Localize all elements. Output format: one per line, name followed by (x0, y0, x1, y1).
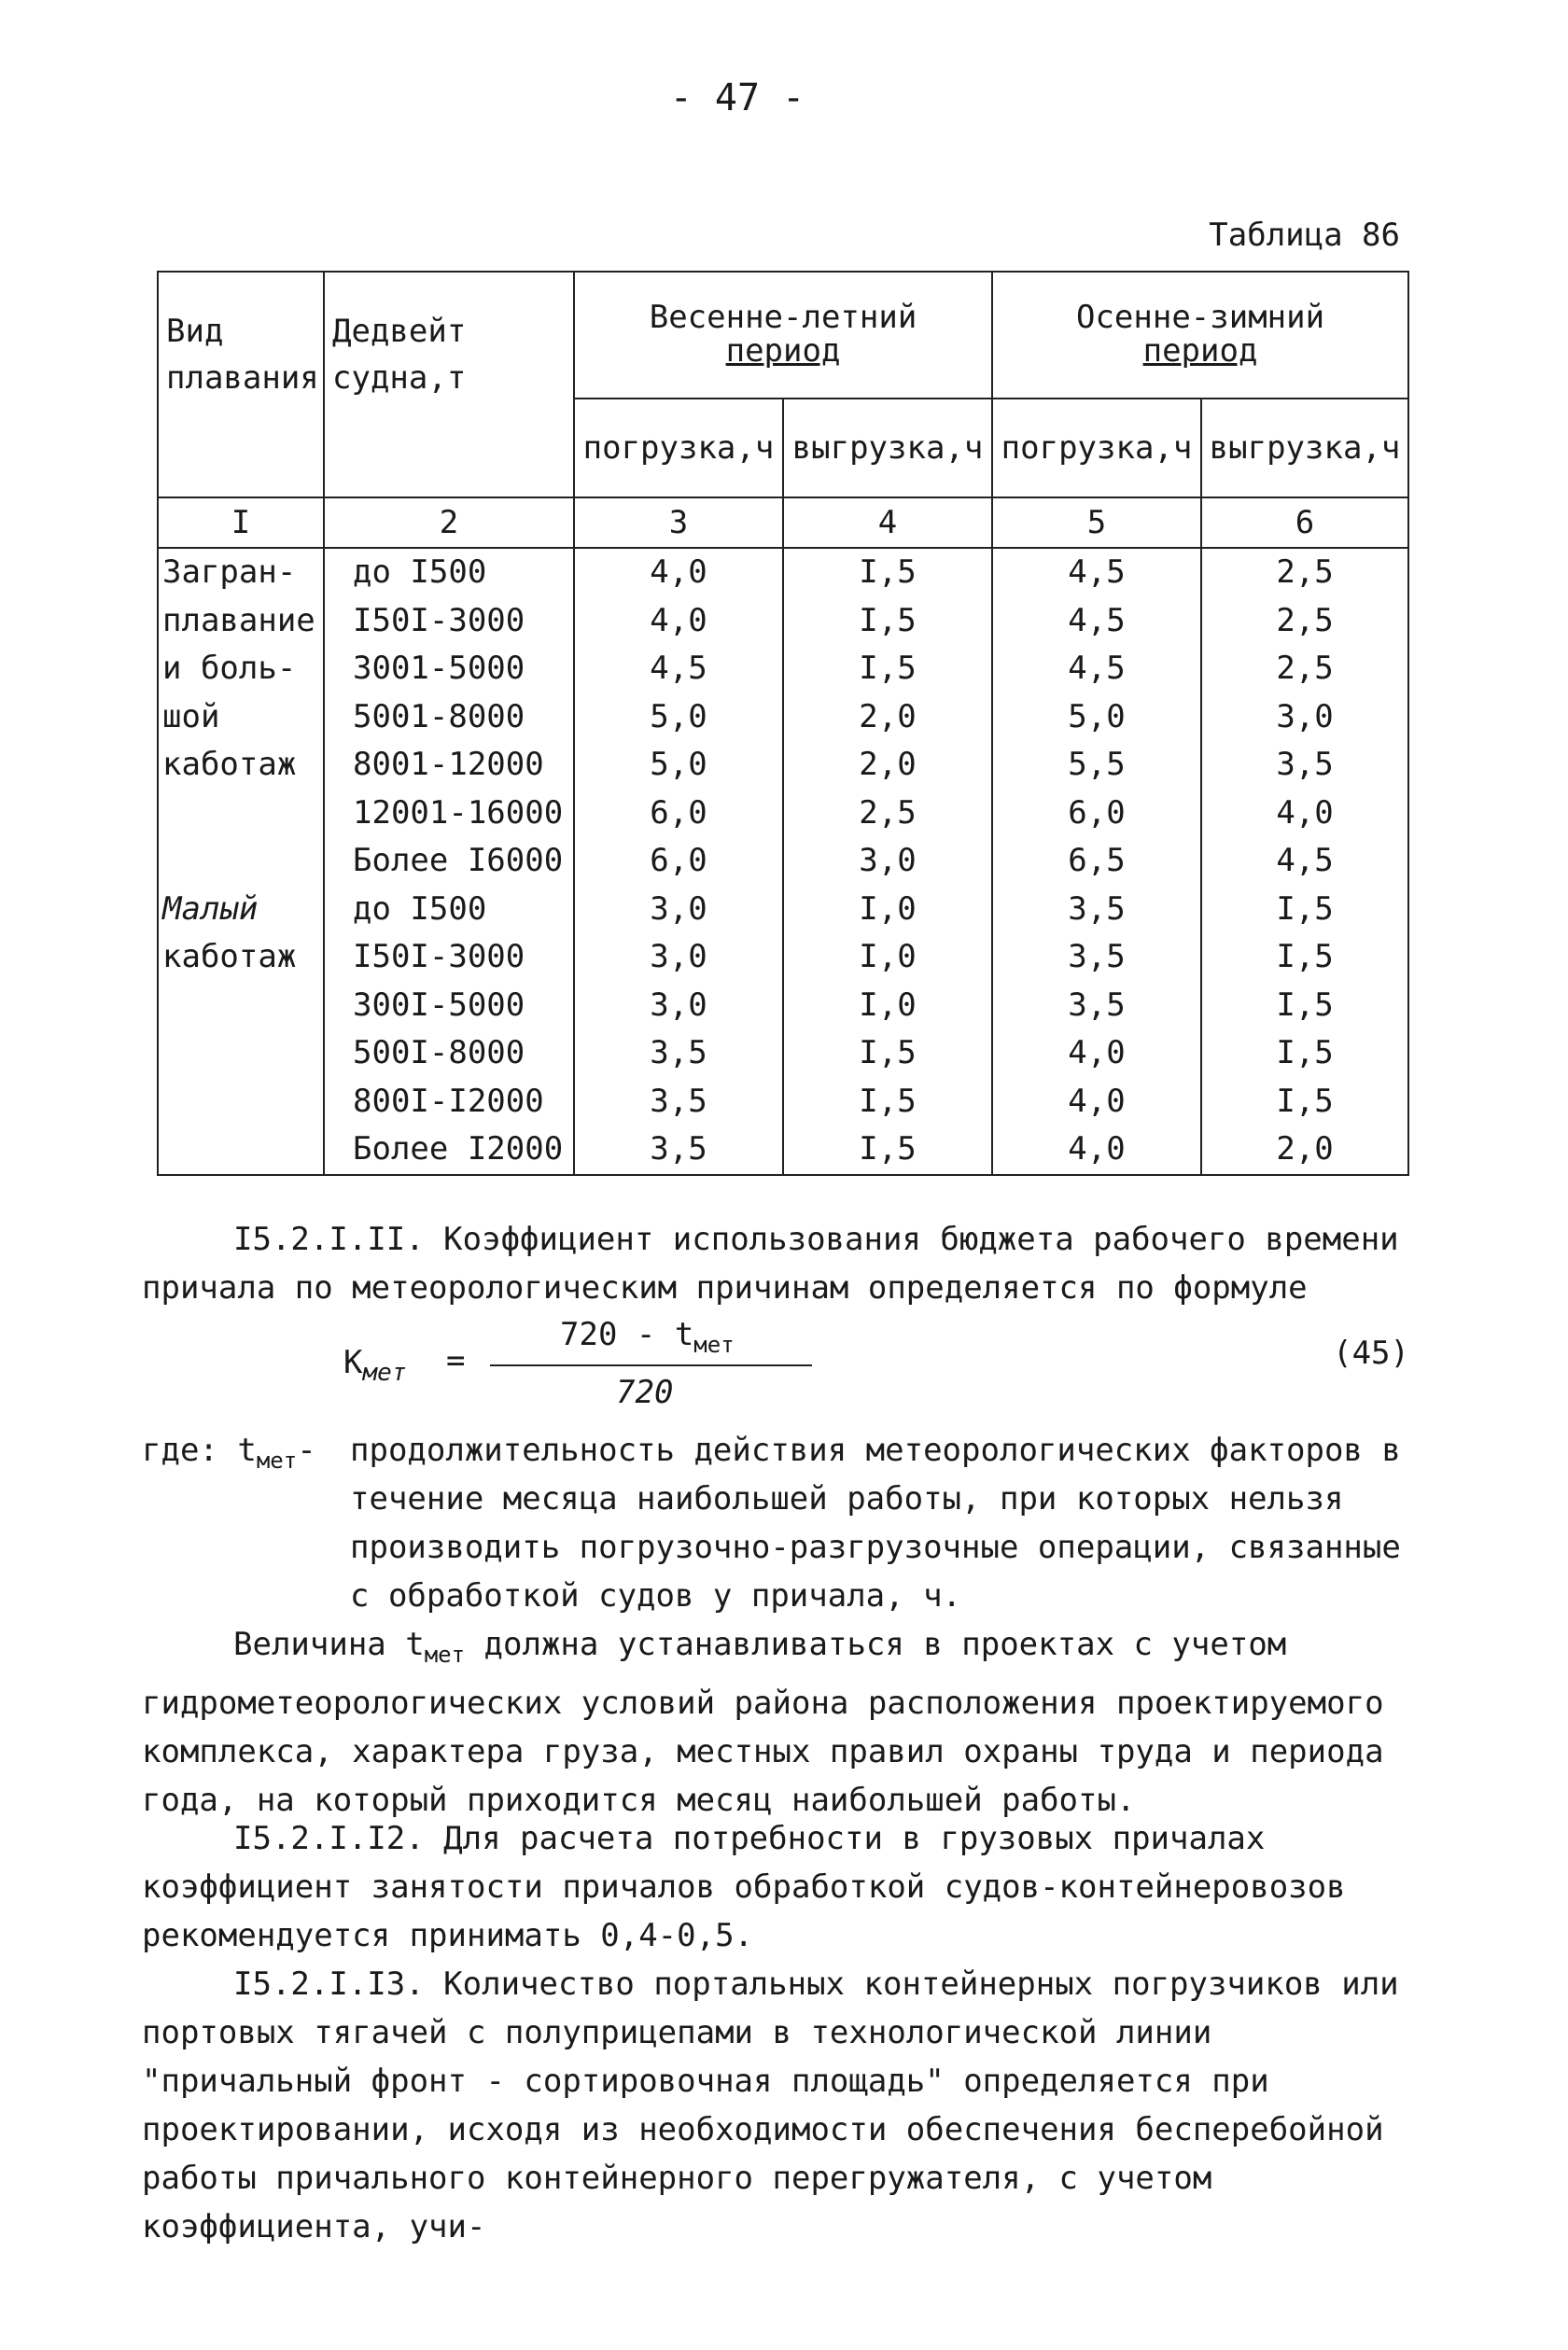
value-cell: I,0 (783, 886, 992, 934)
table-row (158, 790, 1408, 838)
table-row (158, 1126, 1408, 1175)
value-cell: 3,5 (574, 1126, 783, 1175)
definition-label (142, 1426, 316, 1485)
deadweight-cell: до I500 (324, 886, 574, 934)
value-cell: I,5 (1201, 1078, 1408, 1126)
header-deadweight-line1: Дедвейт (332, 313, 467, 350)
table-body (158, 548, 1408, 1175)
definition-text: продолжительность действия метеорологических факторов в течение месяца наибольшей работы, при которых нельзя производить погрузочно-разгрузочные операции, связанные с обработкой судов у причала, ч. (350, 1432, 1401, 1615)
column-number: 3 (574, 497, 783, 548)
header-spring-summer-line2: период (725, 332, 841, 370)
definition-label-sub: мет (256, 1447, 298, 1474)
value-cell: 4,5 (1201, 837, 1408, 886)
value-cell: 6,5 (992, 837, 1201, 886)
para2-sub: мет (424, 1641, 466, 1668)
header-spring-summer (574, 272, 992, 399)
header-deadweight (324, 272, 574, 497)
value-cell: 3,0 (574, 933, 783, 982)
header-unloading-autumn: выгрузка,ч (1201, 399, 1408, 497)
value-cell: 6,0 (992, 790, 1201, 838)
value-cell: 2,5 (1201, 645, 1408, 693)
table-row (158, 1078, 1408, 1126)
value-cell: 2,0 (1201, 1126, 1408, 1175)
formula-equals: = (446, 1342, 466, 1379)
header-autumn-winter-line1: Осенне-зимний (1075, 299, 1325, 336)
deadweight-cell: I50I-3000 (324, 597, 574, 646)
kind-cell (158, 1029, 324, 1078)
deadweight-cell: 800I-I2000 (324, 1078, 574, 1126)
header-autumn-winter-line2: период (1142, 332, 1258, 370)
kind-cell: плавание (158, 597, 324, 646)
value-cell: I,5 (783, 645, 992, 693)
table-row (158, 837, 1408, 886)
value-cell: I,5 (783, 597, 992, 646)
value-cell: I,0 (783, 933, 992, 982)
formula-lhs-sub: мет (362, 1358, 407, 1387)
formula-45 (336, 1316, 1409, 1428)
header-deadweight-line2: судна,т (332, 359, 467, 397)
kind-cell (158, 837, 324, 886)
table-row (158, 933, 1408, 982)
formula-numerator-text: 720 - t (560, 1316, 694, 1353)
value-cell: 3,5 (574, 1029, 783, 1078)
value-cell: 4,5 (992, 548, 1201, 597)
value-cell: 2,5 (1201, 597, 1408, 646)
paragraph-15-2-1-12: I5.2.I.I2. Для расчета потребности в грузовых причалах коэффициент занятости причалов обработкой судов-контейнеровозов рекомендуется принимать 0,4-0,5. (142, 1820, 1346, 1954)
kind-cell (158, 790, 324, 838)
value-cell: 3,0 (1201, 693, 1408, 742)
table-row (158, 645, 1408, 693)
value-cell: 4,5 (992, 597, 1201, 646)
table-row (158, 693, 1408, 742)
value-cell: I,5 (783, 1078, 992, 1126)
kind-cell: Малый (158, 886, 324, 934)
fraction-line (490, 1364, 812, 1366)
value-cell: 3,5 (1201, 741, 1408, 790)
header-unloading-spring: выгрузка,ч (783, 399, 992, 497)
table-caption: Таблица 86 (1209, 217, 1400, 254)
value-cell: 2,0 (783, 693, 992, 742)
header-spring-summer-line1: Весенне-летний (649, 299, 917, 336)
para2-start: Величина t (233, 1626, 425, 1663)
kind-cell: Загран- (158, 548, 324, 597)
value-cell: I,5 (1201, 1029, 1408, 1078)
deadweight-cell: 500I-8000 (324, 1029, 574, 1078)
header-loading-autumn: погрузка,ч (992, 399, 1201, 497)
value-cell: 5,0 (992, 693, 1201, 742)
equation-number: (45) (1333, 1335, 1409, 1372)
column-number: 5 (992, 497, 1201, 548)
kind-cell: шой (158, 693, 324, 742)
paragraph-15-2-1-13: I5.2.I.I3. Количество портальных контейнерных погрузчиков или портовых тягачей с полуприцепами в технологической линии "причальный фронт - сортировочная площадь" определяется при проектировании, исходя из необходимости обеспечения бесперебойной работы причального контейнерного перегружателя, с учетом коэффициента, учи- (142, 1965, 1399, 2245)
value-cell: 3,0 (783, 837, 992, 886)
deadweight-cell: 5001-8000 (324, 693, 574, 742)
paragraph-value-t (142, 1620, 1411, 1825)
value-cell: 4,0 (1201, 790, 1408, 838)
deadweight-cell: 12001-16000 (324, 790, 574, 838)
value-cell: 3,5 (574, 1078, 783, 1126)
value-cell: 4,5 (574, 645, 783, 693)
deadweight-cell: 3001-5000 (324, 645, 574, 693)
deadweight-cell: I50I-3000 (324, 933, 574, 982)
para2-rest: должна устанавливаться в проектах с учетом гидрометеорологических условий района расположения проектируемого комплекса, характера груза, местных правил охраны труда и периода года, на который приходится месяц наибольшей работы. (142, 1626, 1384, 1819)
kind-cell: и боль- (158, 645, 324, 693)
column-number: 6 (1201, 497, 1408, 548)
value-cell: 2,5 (783, 790, 992, 838)
value-cell: 4,0 (992, 1126, 1201, 1175)
table-row (158, 548, 1408, 597)
value-cell: 3,5 (992, 886, 1201, 934)
deadweight-cell: Более I6000 (324, 837, 574, 886)
value-cell: I,5 (1201, 933, 1408, 982)
value-cell: 4,0 (574, 548, 783, 597)
header-kind-line1: Вид (166, 313, 224, 350)
definition-dash: - (297, 1432, 316, 1469)
column-number: 4 (783, 497, 992, 548)
value-cell: I,5 (783, 548, 992, 597)
paragraph-15-2-1-11: I5.2.I.II. Коэффициент использования бюджета рабочего времени причала по метеорологическим причинам определяется по формуле (142, 1221, 1399, 1307)
value-cell: 2,5 (1201, 548, 1408, 597)
column-number: 2 (324, 497, 574, 548)
deadweight-cell: Более I2000 (324, 1126, 574, 1175)
value-cell: 4,0 (992, 1078, 1201, 1126)
data-table (157, 271, 1409, 1176)
kind-cell: каботаж (158, 933, 324, 982)
formula-numerator-sub: мет (693, 1331, 735, 1358)
table-row (158, 1029, 1408, 1078)
deadweight-cell: до I500 (324, 548, 574, 597)
table-row (158, 982, 1408, 1030)
value-cell: 3,0 (574, 982, 783, 1030)
value-cell: 6,0 (574, 837, 783, 886)
formula-numerator (560, 1316, 735, 1358)
value-cell: 4,0 (574, 597, 783, 646)
value-cell: I,0 (783, 982, 992, 1030)
table-row (158, 886, 1408, 934)
column-number: I (158, 497, 324, 548)
table-row (158, 597, 1408, 646)
value-cell: I,5 (783, 1126, 992, 1175)
value-cell: 4,5 (992, 645, 1201, 693)
value-cell: 3,5 (992, 933, 1201, 982)
kind-cell (158, 982, 324, 1030)
header-loading-spring: погрузка,ч (574, 399, 783, 497)
kind-cell: каботаж (158, 741, 324, 790)
value-cell: 4,0 (992, 1029, 1201, 1078)
value-cell: I,5 (1201, 982, 1408, 1030)
kind-cell (158, 1078, 324, 1126)
kind-cell (158, 1126, 324, 1175)
formula-k: K (343, 1344, 363, 1381)
value-cell: 6,0 (574, 790, 783, 838)
formula-denominator: 720 (616, 1374, 674, 1411)
deadweight-cell: 8001-12000 (324, 741, 574, 790)
value-cell: 5,5 (992, 741, 1201, 790)
value-cell: 5,0 (574, 741, 783, 790)
header-kind-line2: плавания (166, 359, 319, 397)
formula-lhs (343, 1344, 406, 1387)
value-cell: I,5 (1201, 886, 1408, 934)
value-cell: 3,5 (992, 982, 1201, 1030)
header-kind (158, 272, 324, 497)
deadweight-cell: 300I-5000 (324, 982, 574, 1030)
value-cell: 2,0 (783, 741, 992, 790)
table-row (158, 741, 1408, 790)
value-cell: I,5 (783, 1029, 992, 1078)
value-cell: 3,0 (574, 886, 783, 934)
page-number: - 47 - (669, 77, 805, 119)
definition-label-text: где: t (142, 1432, 257, 1469)
header-autumn-winter (992, 272, 1408, 399)
value-cell: 5,0 (574, 693, 783, 742)
